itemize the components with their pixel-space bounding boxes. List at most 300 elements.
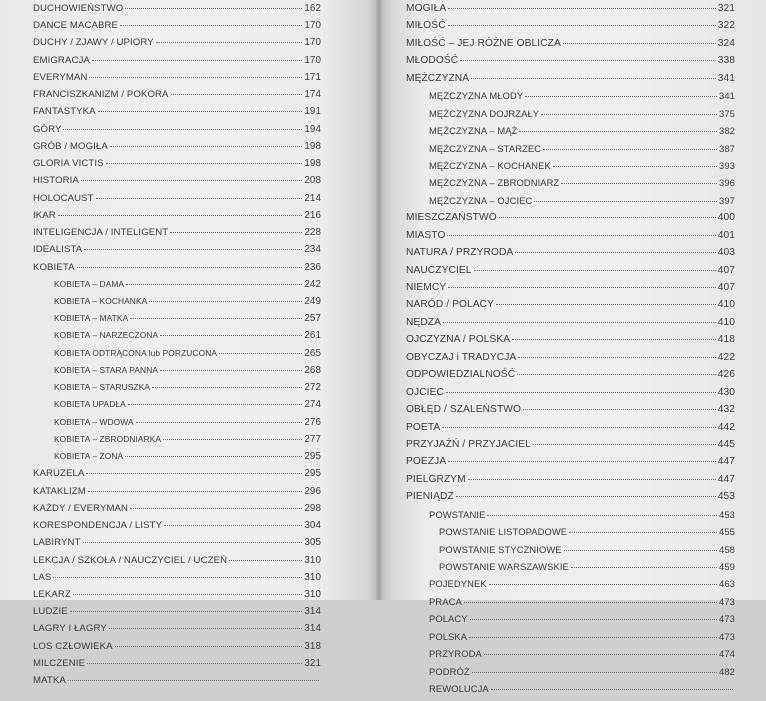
entry-title: GRÓB / MOGIŁA bbox=[33, 140, 108, 152]
index-entry bbox=[33, 365, 321, 382]
index-entry bbox=[406, 108, 735, 125]
entry-page-number: 162 bbox=[304, 3, 321, 14]
entry-page-number: 249 bbox=[304, 295, 321, 307]
dot-leader bbox=[98, 111, 303, 112]
index-entry bbox=[406, 631, 735, 648]
entry-page-number: 171 bbox=[304, 71, 321, 83]
index-entry bbox=[33, 658, 321, 675]
entry-page-number: 216 bbox=[304, 209, 321, 221]
index-entry bbox=[406, 282, 735, 299]
entry-page-number: 447 bbox=[717, 473, 735, 485]
dot-leader bbox=[541, 114, 717, 115]
entry-title: KORESPONDENCJA / LISTY bbox=[33, 520, 163, 532]
entry-page-number: 321 bbox=[717, 3, 735, 14]
entry-page-number: 375 bbox=[719, 107, 735, 119]
entry-title: IDEALISTA bbox=[33, 244, 83, 256]
dot-leader bbox=[110, 146, 302, 147]
entry-page-number: 324 bbox=[717, 37, 735, 49]
entry-page-number: 310 bbox=[304, 554, 321, 566]
entry-title: REWOLUCJA bbox=[429, 683, 489, 695]
dot-leader bbox=[561, 183, 717, 184]
entry-page-number: 214 bbox=[304, 192, 321, 204]
index-entry bbox=[406, 143, 735, 160]
entry-title: KOBIETA – NARZECZONA bbox=[54, 330, 159, 341]
dot-leader bbox=[87, 663, 302, 664]
dot-leader bbox=[229, 560, 302, 561]
entry-title: KOBIETA – KOCHANKA bbox=[54, 295, 148, 306]
entry-page-number: 208 bbox=[304, 175, 321, 187]
dot-leader bbox=[125, 8, 302, 9]
entry-page-number: 236 bbox=[304, 261, 321, 273]
index-entry bbox=[33, 399, 321, 416]
dot-leader bbox=[517, 374, 716, 375]
entry-title: GLORIA VICTIS bbox=[33, 158, 104, 170]
dot-leader bbox=[89, 77, 302, 78]
dot-leader bbox=[553, 166, 717, 167]
entry-title: POETA bbox=[406, 421, 441, 433]
entry-page-number: 407 bbox=[717, 264, 735, 276]
dot-leader bbox=[160, 370, 302, 371]
index-entry bbox=[33, 227, 321, 244]
entry-title: MĘŻCZYZNA DOJRZAŁY bbox=[429, 107, 540, 119]
dot-leader bbox=[120, 25, 302, 26]
index-entry bbox=[406, 317, 735, 334]
index-entry bbox=[33, 555, 321, 572]
dot-leader bbox=[77, 267, 303, 268]
index-entry bbox=[406, 456, 735, 473]
index-entry bbox=[33, 3, 321, 20]
entry-page-number: 410 bbox=[717, 316, 735, 328]
dot-leader bbox=[489, 584, 717, 585]
entry-page-number: 338 bbox=[717, 55, 735, 67]
index-entry bbox=[33, 623, 321, 640]
index-entry bbox=[33, 382, 321, 399]
entry-title: MĘŻCZYZNA – STARZEC bbox=[429, 142, 542, 154]
dot-leader bbox=[469, 637, 717, 638]
entry-title: PRZYJAŹŃ / PRZYJACIEL bbox=[406, 438, 531, 450]
index-entry bbox=[406, 648, 735, 665]
dot-leader bbox=[464, 602, 717, 603]
index-entry bbox=[33, 313, 321, 330]
dot-leader bbox=[128, 404, 303, 405]
index-entry bbox=[406, 544, 735, 561]
index-entry bbox=[406, 666, 735, 683]
entry-title: MIŁOŚĆ – JEJ RÓŻNE OBLICZA bbox=[406, 37, 561, 49]
entry-title: LEKCJA / SZKOŁA / NAUCZYCIEL / UCZEŃ bbox=[33, 554, 228, 566]
entry-title: POWSTANIE WARSZAWSKIE bbox=[439, 561, 569, 572]
entry-title: FANTASTYKA bbox=[33, 106, 96, 118]
entry-page-number: 261 bbox=[304, 330, 321, 342]
dot-leader bbox=[496, 304, 716, 305]
entry-title: LABIRYNT bbox=[33, 537, 81, 549]
index-entry bbox=[406, 177, 735, 194]
dot-leader bbox=[84, 249, 302, 250]
dot-leader bbox=[534, 201, 717, 202]
dot-leader bbox=[569, 532, 717, 533]
entry-title: PIENIĄDZ bbox=[406, 491, 454, 503]
index-entry bbox=[33, 72, 321, 89]
index-entry bbox=[406, 613, 735, 630]
entry-page-number: 382 bbox=[719, 125, 735, 137]
index-entry bbox=[406, 90, 735, 107]
entry-title: PIELGRZYM bbox=[406, 473, 466, 485]
dot-leader bbox=[63, 129, 302, 130]
entry-title: KATAKLIZM bbox=[33, 485, 86, 497]
entry-title: LEKARZ bbox=[33, 588, 71, 600]
entry-title: KOBIETA – WDOWA bbox=[54, 416, 134, 427]
index-entry bbox=[406, 3, 735, 20]
index-entry bbox=[406, 439, 735, 456]
entry-title: LAGRY I ŁAGRY bbox=[33, 623, 107, 635]
entry-title: MATKA bbox=[33, 675, 66, 687]
dot-leader bbox=[519, 131, 717, 132]
dot-leader bbox=[58, 215, 303, 216]
index-entry bbox=[33, 141, 321, 158]
entry-page-number: 473 bbox=[719, 630, 735, 642]
index-entry bbox=[406, 387, 735, 404]
entry-title: INTELIGENCJA / INTELIGENT bbox=[33, 227, 169, 239]
right-index-list bbox=[406, 3, 735, 701]
dot-leader bbox=[470, 619, 717, 620]
entry-page-number: 170 bbox=[304, 37, 321, 49]
entry-page-number: 314 bbox=[304, 623, 321, 635]
entry-page-number: 194 bbox=[304, 123, 321, 135]
dot-leader bbox=[533, 444, 716, 445]
entry-page-number: 407 bbox=[717, 282, 735, 293]
entry-page-number: 242 bbox=[304, 278, 321, 290]
dot-leader bbox=[563, 43, 716, 44]
index-entry bbox=[33, 158, 321, 175]
entry-page-number: 418 bbox=[717, 334, 735, 346]
entry-title: NARÓD / POLACY bbox=[406, 299, 495, 311]
index-entry bbox=[33, 451, 321, 468]
dot-leader bbox=[448, 25, 716, 26]
entry-page-number: 170 bbox=[304, 54, 321, 66]
index-entry bbox=[406, 247, 735, 264]
entry-page-number: 296 bbox=[304, 485, 321, 497]
index-entry bbox=[406, 125, 735, 142]
entry-title: POLSKA bbox=[429, 630, 468, 642]
entry-page-number: 442 bbox=[717, 421, 735, 433]
dot-leader bbox=[125, 456, 302, 457]
index-entry bbox=[406, 561, 735, 578]
index-entry bbox=[406, 334, 735, 351]
entry-title: LOS CZŁOWIEKA bbox=[33, 640, 113, 652]
entry-title: KOBIETA – ZBRODNIARKA bbox=[54, 433, 162, 444]
dot-leader bbox=[471, 78, 716, 79]
index-entry bbox=[33, 606, 321, 623]
entry-page-number: 322 bbox=[717, 20, 735, 32]
entry-title: EMIGRACJA bbox=[33, 54, 90, 66]
entry-title: MOGIŁA bbox=[406, 3, 447, 14]
dot-leader bbox=[149, 301, 302, 302]
entry-title: KOBIETA – ŻONA bbox=[54, 451, 124, 462]
dot-leader bbox=[523, 409, 716, 410]
entry-page-number: 305 bbox=[304, 537, 321, 549]
entry-page-number: 234 bbox=[304, 244, 321, 256]
dot-leader bbox=[88, 491, 303, 492]
entry-title: MIŁOŚĆ bbox=[406, 20, 446, 32]
index-entry bbox=[33, 296, 321, 313]
index-entry bbox=[406, 352, 735, 369]
dot-leader bbox=[487, 515, 717, 516]
entry-page-number: 295 bbox=[304, 468, 321, 480]
index-entry bbox=[33, 20, 321, 37]
dot-leader bbox=[164, 525, 302, 526]
dot-leader bbox=[126, 284, 302, 285]
index-entry bbox=[33, 348, 321, 365]
entry-title: GÓRY bbox=[33, 123, 62, 135]
dot-leader bbox=[484, 654, 717, 655]
index-entry bbox=[406, 160, 735, 177]
dot-leader bbox=[442, 427, 715, 428]
entry-title: POEZJA bbox=[406, 456, 447, 468]
index-entry bbox=[406, 212, 735, 229]
entry-page-number: 453 bbox=[719, 508, 735, 520]
dot-leader bbox=[83, 542, 303, 543]
entry-page-number: 432 bbox=[717, 404, 735, 416]
entry-title: NATURA / PRZYRODA bbox=[406, 247, 514, 259]
index-entry bbox=[406, 195, 735, 212]
index-entry bbox=[33, 468, 321, 485]
entry-title: MIESZCZAŃSTWO bbox=[406, 212, 497, 224]
entry-page-number: 459 bbox=[719, 561, 735, 572]
dot-leader bbox=[96, 198, 303, 199]
entry-title: OJCIEC bbox=[406, 386, 444, 398]
entry-page-number: 228 bbox=[304, 227, 321, 239]
dot-leader bbox=[446, 392, 716, 393]
dot-leader bbox=[170, 232, 302, 233]
index-entry bbox=[406, 491, 735, 508]
index-entry bbox=[406, 578, 735, 595]
entry-title: ODPOWIEDZIALNOŚĆ bbox=[406, 369, 516, 381]
index-entry bbox=[33, 106, 321, 123]
dot-leader bbox=[564, 550, 717, 551]
entry-title: KARUZELA bbox=[33, 468, 85, 480]
entry-title: KOBIETA ODTRĄCONA lub PORZUCONA bbox=[54, 347, 218, 358]
entry-title: POJEDYNEK bbox=[429, 578, 487, 590]
entry-page-number: 430 bbox=[717, 386, 735, 398]
entry-page-number: 170 bbox=[304, 20, 321, 32]
index-entry bbox=[33, 37, 321, 54]
entry-page-number: 463 bbox=[719, 578, 735, 590]
dot-leader bbox=[171, 94, 303, 95]
entry-page-number: 318 bbox=[304, 640, 321, 652]
entry-page-number: 191 bbox=[304, 106, 321, 118]
index-entry bbox=[406, 683, 735, 700]
index-entry bbox=[33, 175, 321, 192]
dot-leader bbox=[163, 439, 302, 440]
entry-page-number: 455 bbox=[719, 526, 735, 538]
entry-title: IKAR bbox=[33, 209, 56, 221]
entry-page-number: 341 bbox=[719, 90, 735, 102]
index-entry bbox=[33, 503, 321, 520]
index-entry bbox=[406, 474, 735, 491]
index-entry bbox=[33, 417, 321, 434]
dot-leader bbox=[460, 60, 715, 61]
dot-leader bbox=[448, 8, 715, 9]
entry-title: KOBIETA – MATKA bbox=[54, 313, 129, 324]
index-entry bbox=[33, 486, 321, 503]
entry-title: HISTORIA bbox=[33, 175, 79, 187]
entry-title: LAS bbox=[33, 571, 52, 583]
entry-page-number: 341 bbox=[717, 72, 735, 84]
index-entry bbox=[33, 641, 321, 658]
index-entry bbox=[406, 369, 735, 386]
dot-leader bbox=[106, 163, 303, 164]
dot-leader bbox=[70, 611, 303, 612]
index-entry bbox=[406, 299, 735, 316]
dot-leader bbox=[152, 387, 302, 388]
entry-page-number: 474 bbox=[719, 648, 735, 660]
dot-leader bbox=[53, 577, 302, 578]
index-entry bbox=[406, 38, 735, 55]
dot-leader bbox=[448, 461, 715, 462]
entry-page-number: 174 bbox=[304, 89, 321, 101]
dot-leader bbox=[443, 322, 716, 323]
entry-title: POWSTANIE LISTOPADOWE bbox=[439, 526, 568, 538]
index-entry bbox=[33, 124, 321, 141]
dot-leader bbox=[68, 680, 319, 681]
entry-page-number: 397 bbox=[719, 194, 735, 206]
entry-page-number: 410 bbox=[717, 299, 735, 311]
index-entry bbox=[406, 422, 735, 439]
entry-title: KOBIETA – STARUSZKA bbox=[54, 382, 151, 393]
entry-title: MĘŻCZYZNA – ZBRODNIARZ bbox=[429, 177, 560, 189]
book-gutter bbox=[376, 0, 382, 600]
dot-leader bbox=[571, 567, 717, 568]
index-entry bbox=[33, 520, 321, 537]
dot-leader bbox=[472, 672, 717, 673]
dot-leader bbox=[156, 42, 303, 43]
entry-title: HOLOCAUST bbox=[33, 192, 94, 204]
entry-title: KOBIETA UPADŁA bbox=[54, 399, 126, 410]
entry-page-number: 458 bbox=[719, 543, 735, 555]
entry-title: MĘŻCZYZNA – KOCHANEK bbox=[429, 159, 551, 171]
index-entry bbox=[33, 89, 321, 106]
dot-leader bbox=[525, 96, 717, 97]
entry-title: MŁODOŚĆ bbox=[406, 55, 459, 67]
entry-page-number: 453 bbox=[717, 491, 735, 503]
left-index-list bbox=[33, 3, 321, 692]
dot-leader bbox=[448, 287, 715, 288]
entry-page-number: 295 bbox=[304, 451, 321, 463]
index-entry bbox=[33, 55, 321, 72]
entry-title: PODRÓŻ bbox=[429, 665, 470, 677]
entry-page-number: 473 bbox=[719, 595, 735, 607]
dot-leader bbox=[92, 60, 302, 61]
entry-title: FRANCISZKANIZM / POKORA bbox=[33, 89, 169, 101]
dot-leader bbox=[468, 479, 716, 480]
dot-leader bbox=[491, 689, 733, 690]
dot-leader bbox=[515, 252, 715, 253]
entry-title: LUDZIE bbox=[33, 606, 68, 618]
entry-title: OBŁĘD / SZALEŃSTWO bbox=[406, 404, 522, 416]
entry-page-number: 473 bbox=[719, 613, 735, 625]
entry-page-number: 298 bbox=[304, 502, 321, 514]
entry-title: MĘŻCZYZNA – MĄŻ bbox=[429, 125, 518, 137]
index-entry bbox=[406, 526, 735, 543]
entry-title: MILCZENIE bbox=[33, 657, 86, 669]
entry-title: PRZYRODA bbox=[429, 648, 482, 660]
index-entry bbox=[406, 596, 735, 613]
index-entry bbox=[406, 55, 735, 72]
entry-title: MĘŻCZYZNA – OJCIEC bbox=[429, 194, 533, 206]
dot-leader bbox=[115, 646, 303, 647]
entry-title: DUCHY / ZJAWY / UPIORY bbox=[33, 37, 154, 49]
index-entry bbox=[406, 265, 735, 282]
dot-leader bbox=[474, 270, 716, 271]
entry-page-number: 274 bbox=[304, 399, 321, 411]
entry-page-number: 447 bbox=[717, 456, 735, 468]
dot-leader bbox=[219, 353, 302, 354]
entry-title: PRACA bbox=[429, 595, 462, 607]
index-entry bbox=[33, 193, 321, 210]
dot-leader bbox=[130, 318, 302, 319]
entry-page-number: 276 bbox=[304, 416, 321, 428]
entry-page-number: 277 bbox=[304, 433, 321, 445]
entry-page-number: 321 bbox=[304, 657, 321, 669]
dot-leader bbox=[447, 235, 715, 236]
entry-page-number: 482 bbox=[719, 665, 735, 677]
entry-title: KOBIETA – STARA PANNA bbox=[54, 364, 159, 375]
index-entry bbox=[33, 434, 321, 451]
dot-leader bbox=[160, 335, 302, 336]
dot-leader bbox=[456, 496, 716, 497]
entry-title: MĘŻCZYZNA MŁODY bbox=[429, 90, 524, 102]
dot-leader bbox=[109, 628, 303, 629]
index-entry bbox=[33, 279, 321, 296]
entry-page-number: 403 bbox=[717, 247, 735, 259]
entry-title: KOBIETA bbox=[33, 261, 75, 273]
entry-page-number: 198 bbox=[304, 158, 321, 170]
entry-title: EVERYMAN bbox=[33, 71, 88, 83]
entry-page-number: 265 bbox=[304, 347, 321, 359]
dot-leader bbox=[81, 180, 302, 181]
dot-leader bbox=[73, 594, 302, 595]
entry-page-number: 400 bbox=[717, 212, 735, 224]
entry-page-number: 387 bbox=[719, 142, 735, 154]
dot-leader bbox=[518, 357, 715, 358]
dot-leader bbox=[543, 149, 717, 150]
dot-leader bbox=[512, 339, 716, 340]
index-entry bbox=[406, 509, 735, 526]
entry-page-number: 396 bbox=[719, 177, 735, 189]
entry-page-number: 310 bbox=[304, 571, 321, 583]
entry-page-number: 310 bbox=[304, 588, 321, 600]
entry-title: NĘDZA bbox=[406, 316, 442, 328]
dot-leader bbox=[499, 217, 716, 218]
entry-title: OBYCZAJ i TRADYCJA bbox=[406, 351, 517, 363]
entry-title: POWSTANIE bbox=[429, 508, 486, 520]
index-entry bbox=[33, 589, 321, 606]
index-entry bbox=[406, 73, 735, 90]
dot-leader bbox=[130, 508, 302, 509]
entry-title: DUCHOWIEŃSTWO bbox=[33, 3, 124, 14]
entry-title: DANCE MACABRE bbox=[33, 20, 118, 32]
index-entry bbox=[33, 210, 321, 227]
index-entry bbox=[33, 537, 321, 554]
entry-page-number: 304 bbox=[304, 520, 321, 532]
entry-page-number: 393 bbox=[719, 159, 735, 171]
entry-title: POWSTANIE STYCZNIOWE bbox=[439, 543, 562, 555]
entry-page-number: 268 bbox=[304, 364, 321, 376]
entry-page-number: 314 bbox=[304, 606, 321, 618]
entry-title: NAUCZYCIEL bbox=[406, 264, 472, 276]
index-entry bbox=[33, 244, 321, 261]
entry-page-number: 422 bbox=[717, 351, 735, 363]
index-entry bbox=[33, 330, 321, 347]
